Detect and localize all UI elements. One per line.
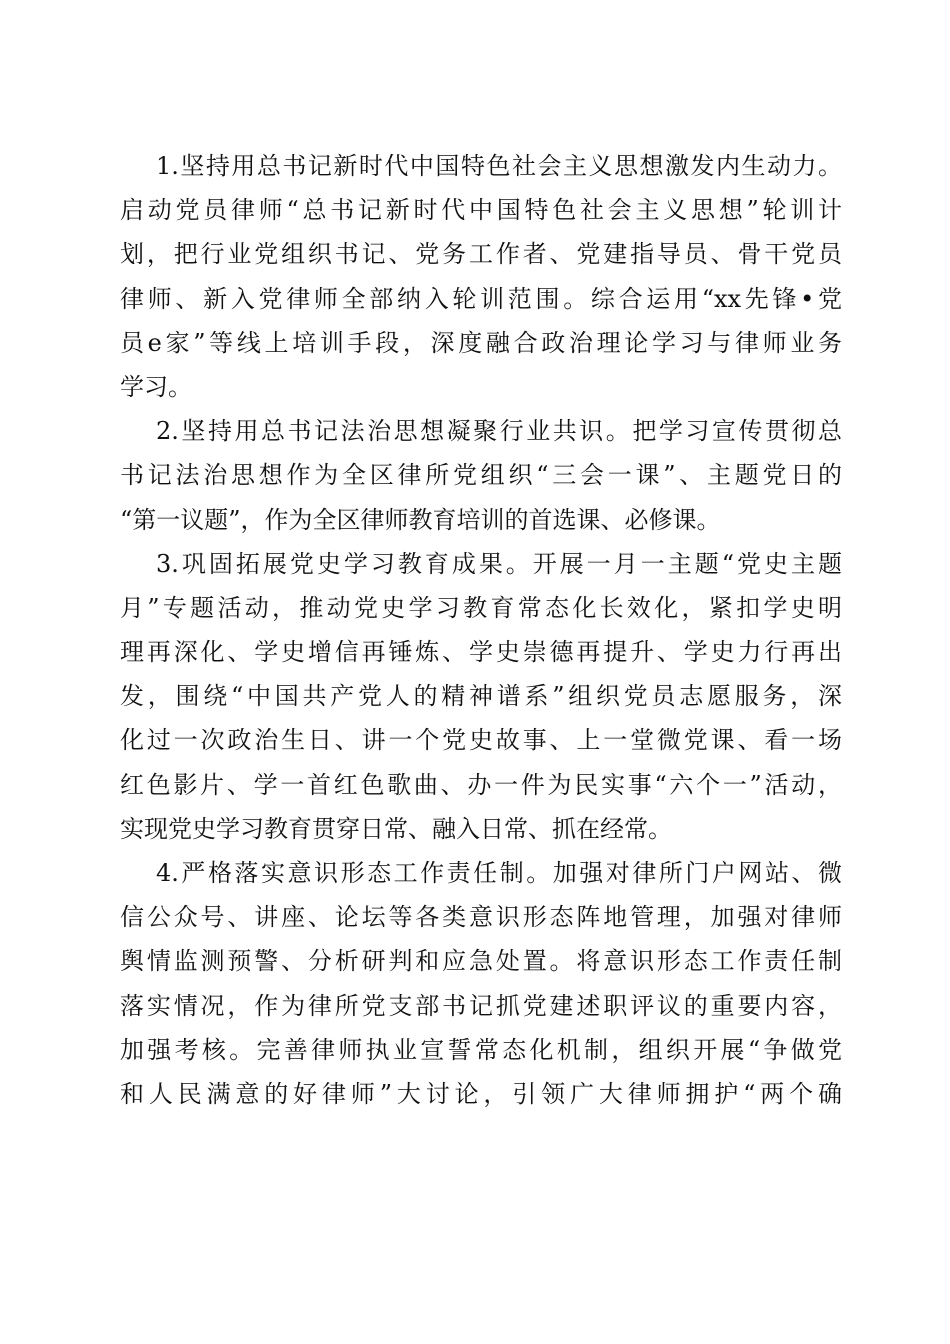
- text-line: 学习。: [120, 372, 192, 401]
- text-line: 2.坚持用总书记法治思想凝聚行业共识。把学习宣传贯彻总: [156, 417, 842, 446]
- document-body: [120, 144, 842, 1116]
- text-line: 3.巩固拓展党史学习教育成果。开展一月一主题“党史主题: [156, 549, 842, 578]
- text-line: 启动党员律师“总书记新时代中国特色社会主义思想”轮训计: [120, 196, 842, 225]
- paragraph-4: [120, 851, 842, 1116]
- text-line: 和人民满意的好律师”大讨论，引领广大律师拥护“两个确: [120, 1079, 842, 1108]
- text-line: 1.坚持用总书记新时代中国特色社会主义思想激发内生动力。: [156, 152, 842, 180]
- text-line: 划，把行业党组织书记、党务工作者、党建指导员、骨干党员: [120, 240, 842, 269]
- text-line: 化过一次政治生日、讲一个党史故事、上一堂微党课、看一场: [120, 726, 842, 755]
- text-line: 实现党史学习教育贯穿日常、融入日常、抓在经常。: [120, 814, 672, 843]
- paragraph-1: [120, 144, 842, 409]
- paragraph-3: [120, 542, 842, 851]
- text-line: 红色影片、学一首红色歌曲、办一件为民实事“六个一”活动，: [120, 770, 842, 799]
- text-line: 加强考核。完善律师执业宣誓常态化机制，组织开展“争做党: [120, 1035, 842, 1064]
- text-line: 4.严格落实意识形态工作责任制。加强对律所门户网站、微: [156, 859, 842, 887]
- text-line: 员e家”等线上培训手段，深度融合政治理论学习与律师业务: [120, 328, 842, 357]
- text-line: 月”专题活动，推动党史学习教育常态化长效化，紧扣学史明: [120, 593, 842, 622]
- text-line: “第一议题”，作为全区律师教育培训的首选课、必修课。: [120, 505, 721, 534]
- text-line: 发，围绕“中国共产党人的精神谱系”组织党员志愿服务，深: [120, 682, 842, 711]
- text-line: 书记法治思想作为全区律所党组织“三会一课”、主题党日的: [120, 461, 842, 490]
- text-line: 理再深化、学史增信再锤炼、学史崇德再提升、学史力行再出: [120, 638, 842, 667]
- text-line: 信公众号、讲座、论坛等各类意识形态阵地管理，加强对律师: [120, 903, 842, 932]
- text-line: 舆情监测预警、分析研判和应急处置。将意识形态工作责任制: [120, 947, 842, 976]
- text-line: 律师、新入党律师全部纳入轮训范围。综合运用“xx先锋•党: [120, 284, 842, 313]
- text-line: 落实情况，作为律所党支部书记抓党建述职评议的重要内容，: [120, 991, 842, 1020]
- paragraph-2: [120, 409, 842, 542]
